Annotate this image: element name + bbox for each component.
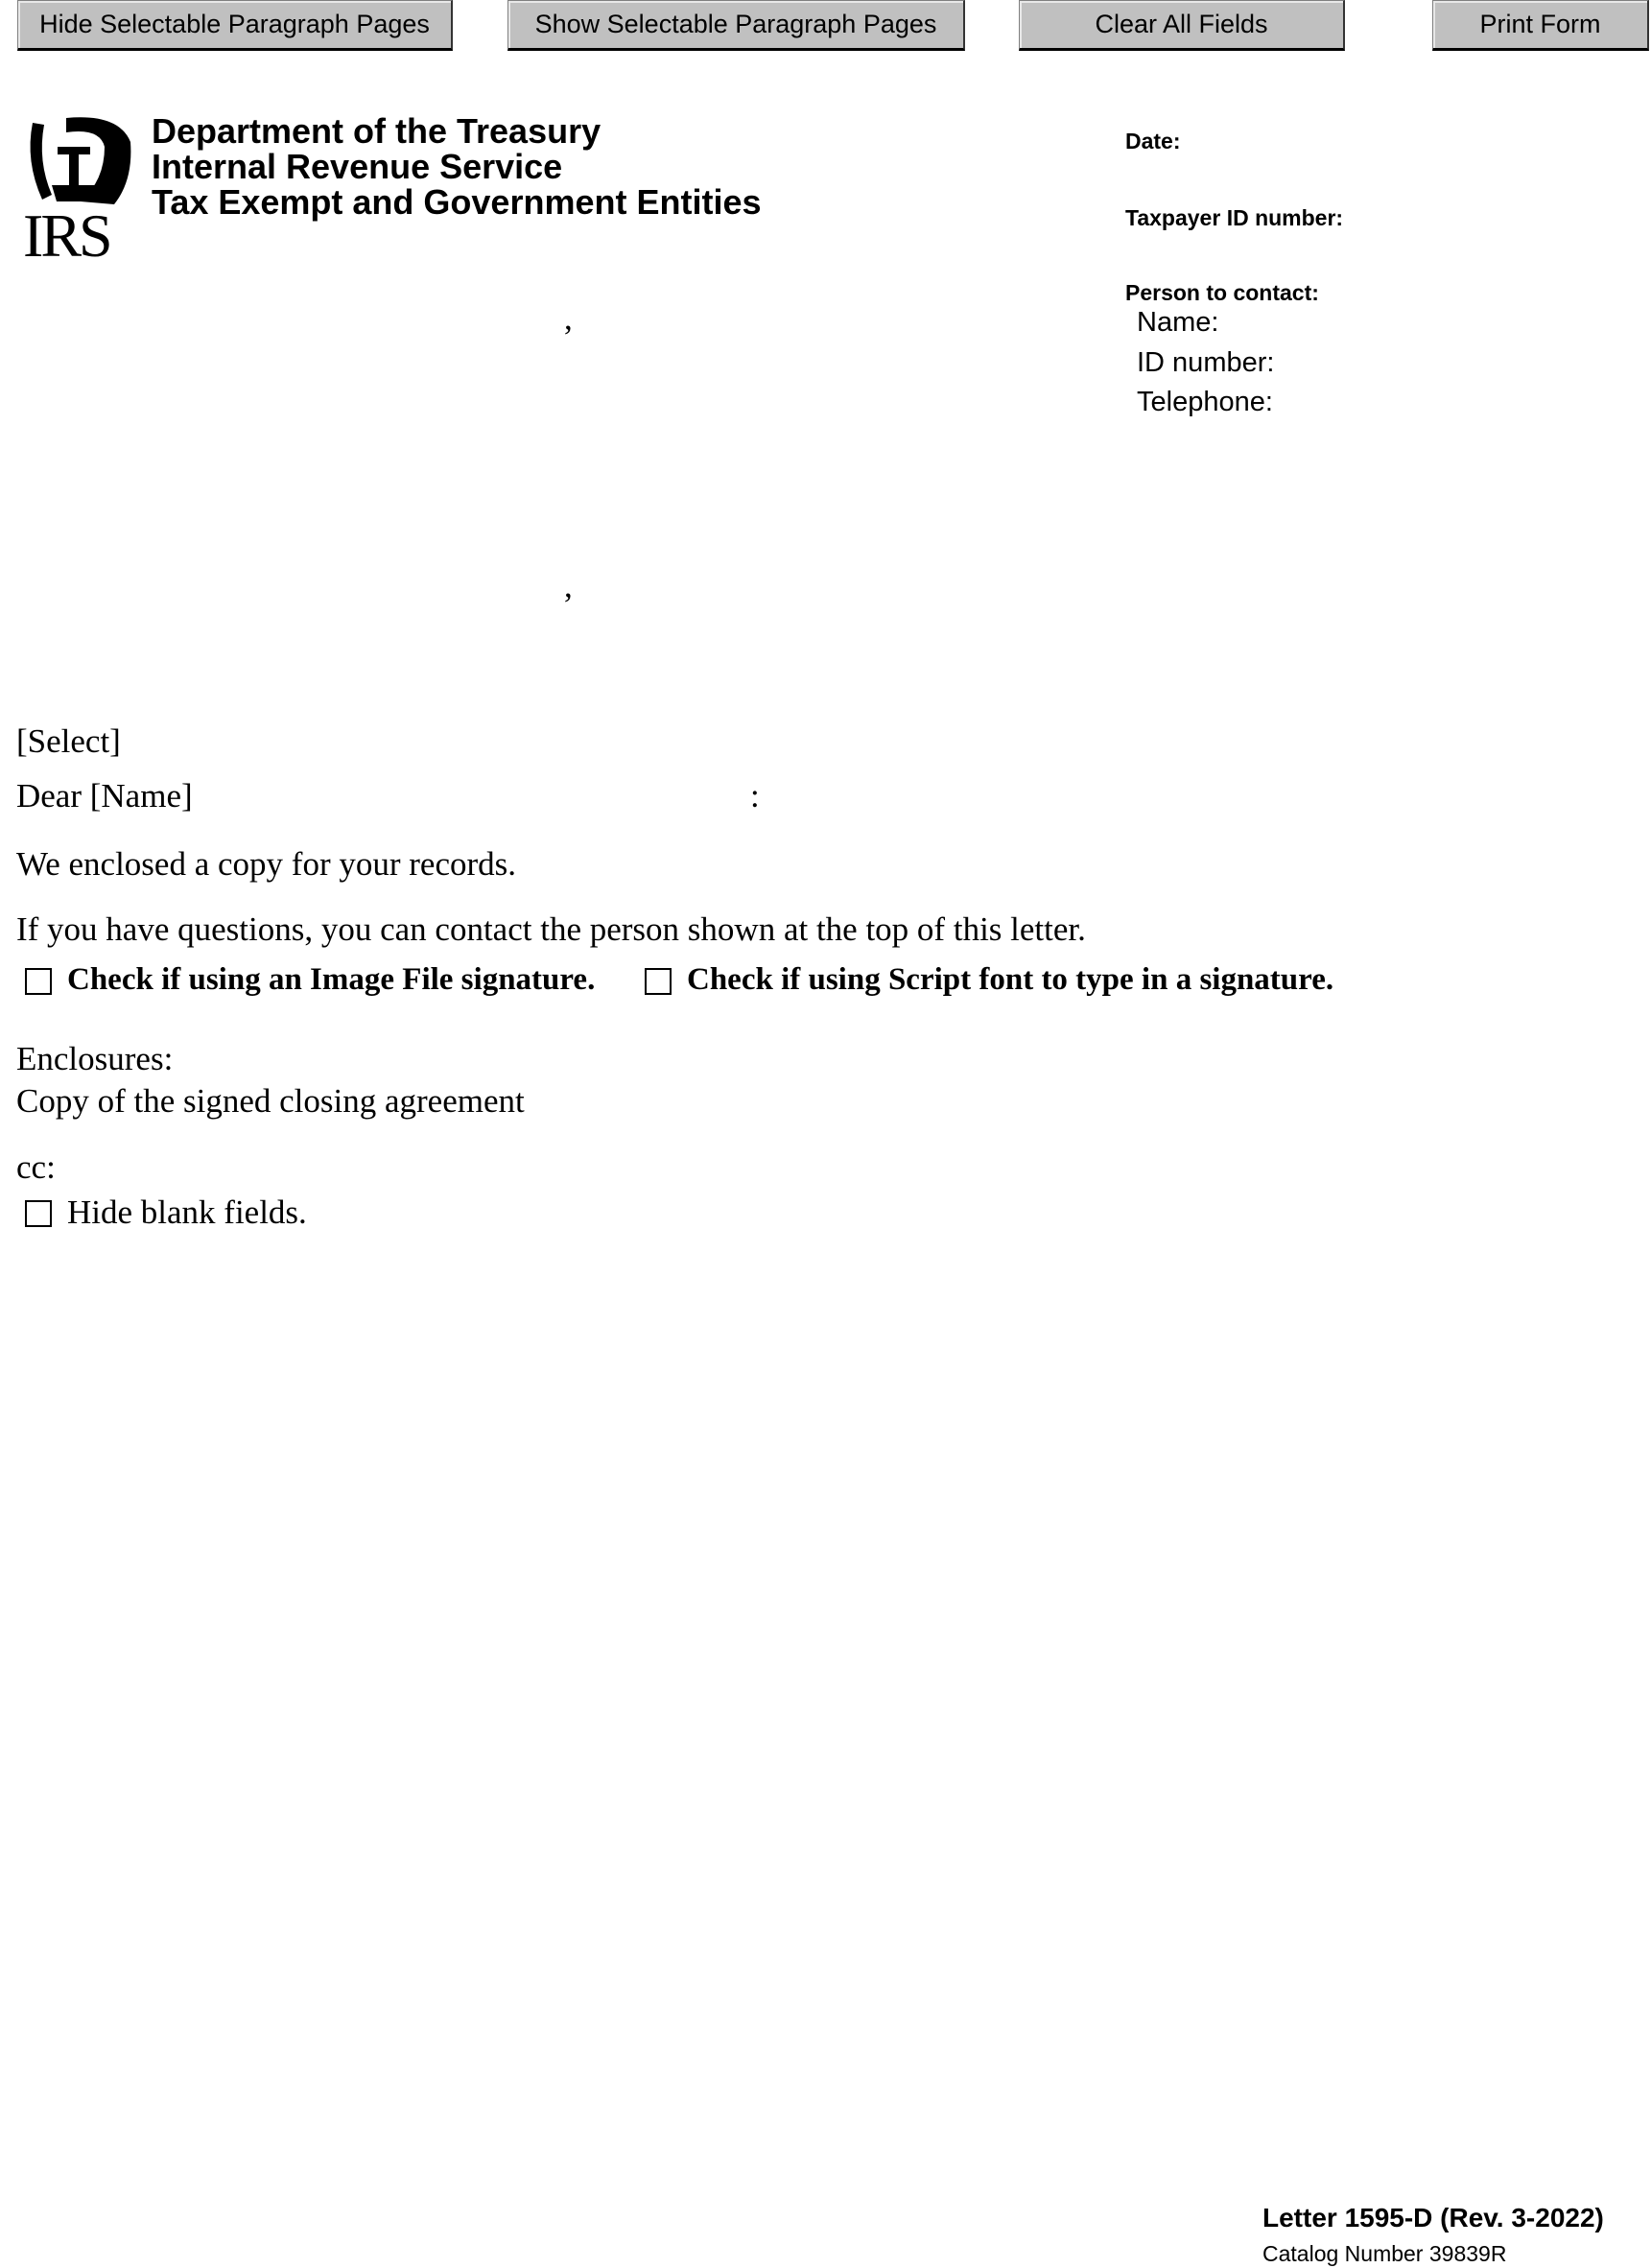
paragraph-enclosed-copy: We enclosed a copy for your records. [16,845,517,883]
taxpayer-id-label: Taxpayer ID number: [1125,205,1344,230]
show-selectable-pages-button[interactable]: Show Selectable Paragraph Pages [507,0,965,51]
hide-blank-fields-label: Hide blank fields. [67,1193,307,1231]
irs-logo [23,113,138,269]
enclosure-item: Copy of the signed closing agreement [16,1082,525,1120]
image-signature-label: Check if using an Image File signature. [67,962,596,997]
letterhead-division: Tax Exempt and Government Entities [152,182,762,222]
salutation[interactable]: Dear [Name] [16,777,193,815]
enclosures-label: Enclosures: [16,1040,174,1077]
contact-id-number-label: ID number: [1137,347,1275,378]
irs-eagle-icon [23,113,138,209]
image-signature-checkbox[interactable] [25,968,52,995]
form-id: Letter 1595-D (Rev. 3-2022) [1262,2203,1604,2233]
hide-selectable-pages-button[interactable]: Hide Selectable Paragraph Pages [17,0,453,51]
paragraph-questions: If you have questions, you can contact the person shown at the top of this letter. [16,910,1086,948]
catalog-number: Catalog Number 39839R [1262,2241,1507,2266]
salutation-colon: : [750,777,760,815]
script-signature-checkbox[interactable] [645,968,672,995]
hide-blank-fields-checkbox[interactable] [25,1200,52,1227]
contact-name-label: Name: [1137,307,1219,338]
letterhead-department: Department of the Treasury [152,111,601,151]
person-to-contact-label: Person to contact: [1125,280,1319,305]
contact-telephone-label: Telephone: [1137,387,1273,417]
date-label: Date: [1125,129,1181,154]
irs-logo-text: IRS [23,201,110,270]
address-comma: , [564,299,573,337]
script-signature-label: Check if using Script font to type in a signature. [687,962,1334,997]
address-comma: , [564,567,573,604]
print-form-button[interactable]: Print Form [1432,0,1649,51]
letterhead-agency: Internal Revenue Service [152,147,563,186]
clear-all-fields-button[interactable]: Clear All Fields [1019,0,1345,51]
cc-label: cc: [16,1148,56,1186]
select-field[interactable]: [Select] [16,722,121,760]
